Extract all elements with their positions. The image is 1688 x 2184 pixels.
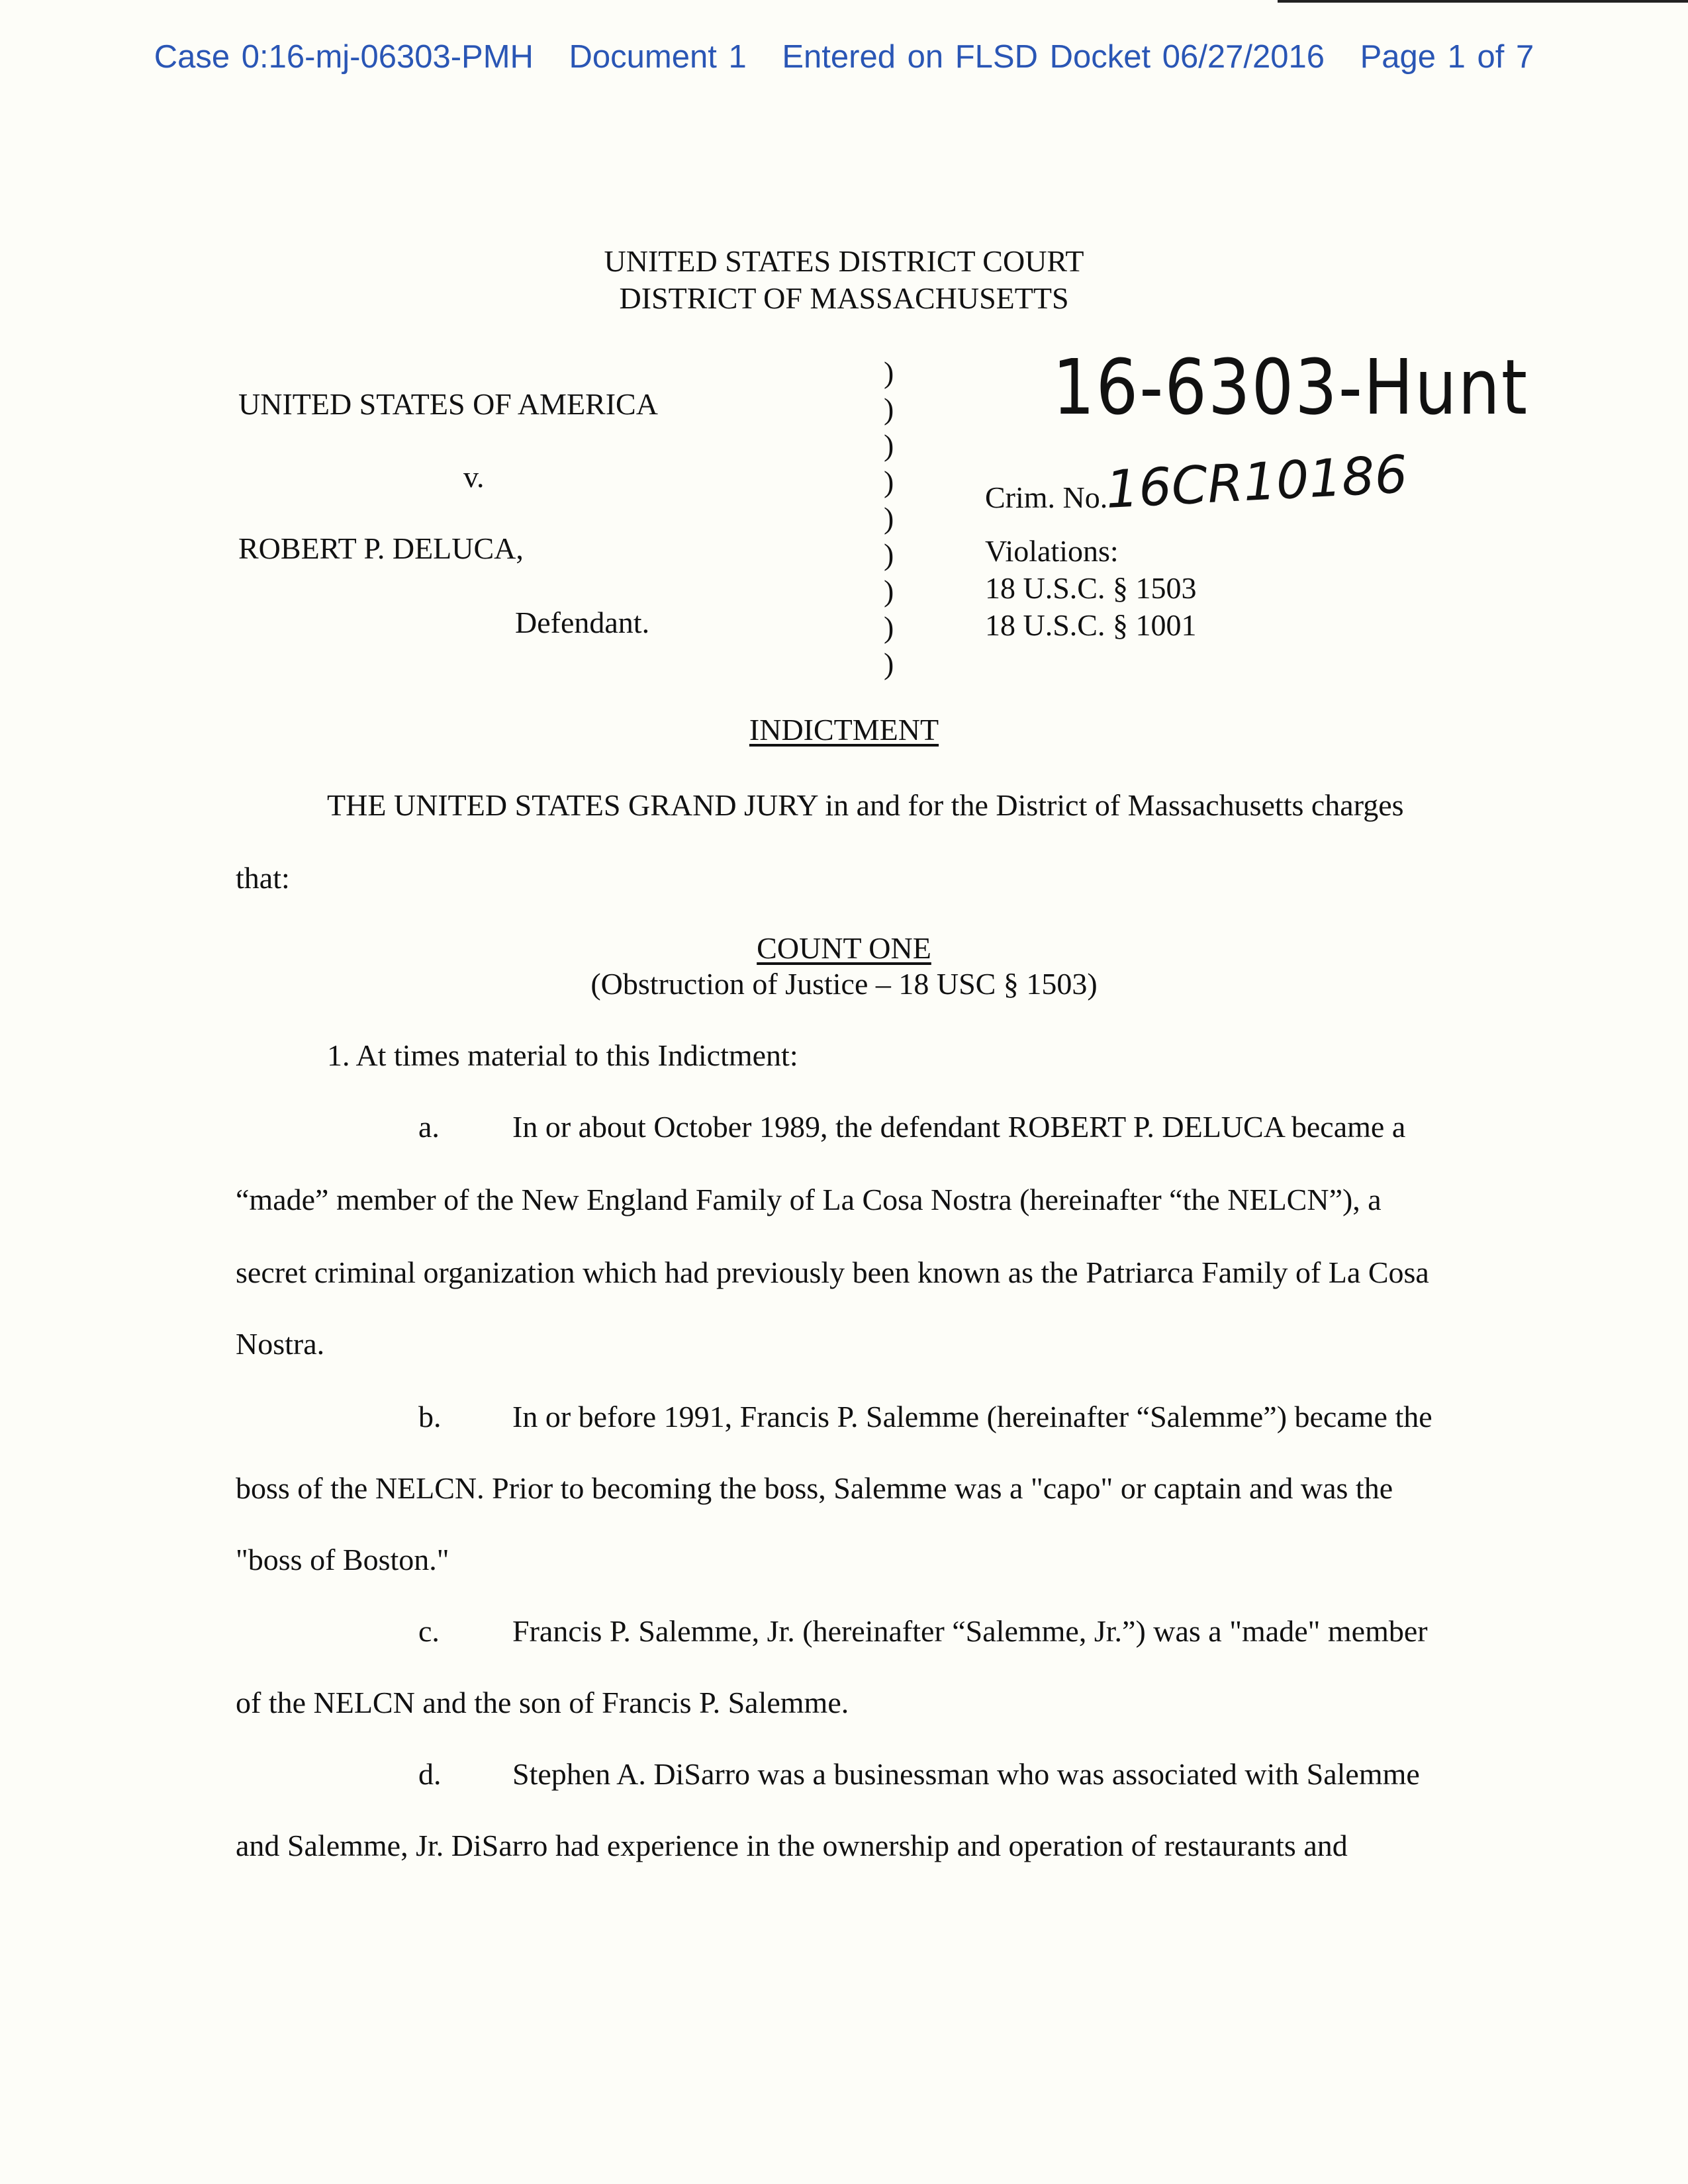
caption-plaintiff: UNITED STATES OF AMERICA [238,387,658,421]
count-one-subtitle: (Obstruction of Justice – 18 USC § 1503) [590,967,1098,1001]
stamp-entered: Entered on FLSD Docket 06/27/2016 [782,39,1325,75]
item-a-label: a. [418,1110,440,1144]
item-d-line-2: and Salemme, Jr. DiSarro had experience in the ownership and operation of restaurants and [236,1829,1348,1862]
violations-label: Violations: [985,534,1119,568]
court-district: DISTRICT OF MASSACHUSETTS [619,281,1069,315]
docket-stamp [0,38,1688,75]
count-one-title: COUNT ONE [757,931,931,965]
item-b-line-3: "boss of Boston." [236,1543,449,1576]
item-b-label: b. [418,1400,442,1433]
item-a-line-4: Nostra. [236,1327,325,1361]
intro-line-2: that: [236,861,290,895]
document-title: INDICTMENT [749,713,939,747]
item-c-label: c. [418,1614,440,1648]
stamp-document: Document 1 [569,39,747,75]
caption-defendant: ROBERT P. DELUCA, [238,531,524,565]
violation-1001: 18 U.S.C. § 1001 [985,608,1197,642]
court-name: UNITED STATES DISTRICT COURT [604,244,1084,278]
crim-no-label: Crim. No. [985,480,1108,514]
item-a-line-2: “made” member of the New England Family of La Cosa Nostra (hereinafter “the NELCN”), a [236,1183,1382,1216]
item-d-line-1: Stephen A. DiSarro was a businessman who was associated with Salemme [512,1757,1420,1791]
item-c-line-2: of the NELCN and the son of Francis P. Salemme. [236,1686,849,1719]
caption-versus: v. [463,460,485,494]
crim-no-line [985,445,1409,520]
item-a-line-3: secret criminal organization which had previously been known as the Patriarca Family of La Cosa [236,1255,1429,1289]
stamp-page: Page 1 of 7 [1360,39,1534,75]
caption-defendant-role: Defendant. [515,606,650,639]
item-d-label: d. [418,1757,442,1791]
handwritten-case-number: 16-6303-Hunt [1053,343,1529,432]
violation-1503: 18 U.S.C. § 1503 [985,571,1197,605]
paragraph-1: 1. At times material to this Indictment: [327,1038,798,1072]
item-a-line-1: In or about October 1989, the defendant ROBERT P. DELUCA became a [512,1110,1406,1144]
handwritten-crim-number: 16CR10186 [1104,445,1409,520]
item-b-line-1: In or before 1991, Francis P. Salemme (hereinafter “Salemme”) became the [512,1400,1432,1433]
item-b-line-2: boss of the NELCN. Prior to becoming the boss, Salemme was a "capo" or captain and was the [236,1471,1393,1505]
item-c-line-1: Francis P. Salemme, Jr. (hereinafter “Salemme, Jr.”) was a "made" member [512,1614,1428,1648]
scan-edge-rule [1278,0,1688,3]
caption-parentheses: ) ) ) ) ) ) ) ) ) [884,355,894,680]
intro-line-1: THE UNITED STATES GRAND JURY in and for the District of Massachusetts charges [327,788,1404,822]
stamp-case-number: Case 0:16-mj-06303-PMH [154,39,534,75]
